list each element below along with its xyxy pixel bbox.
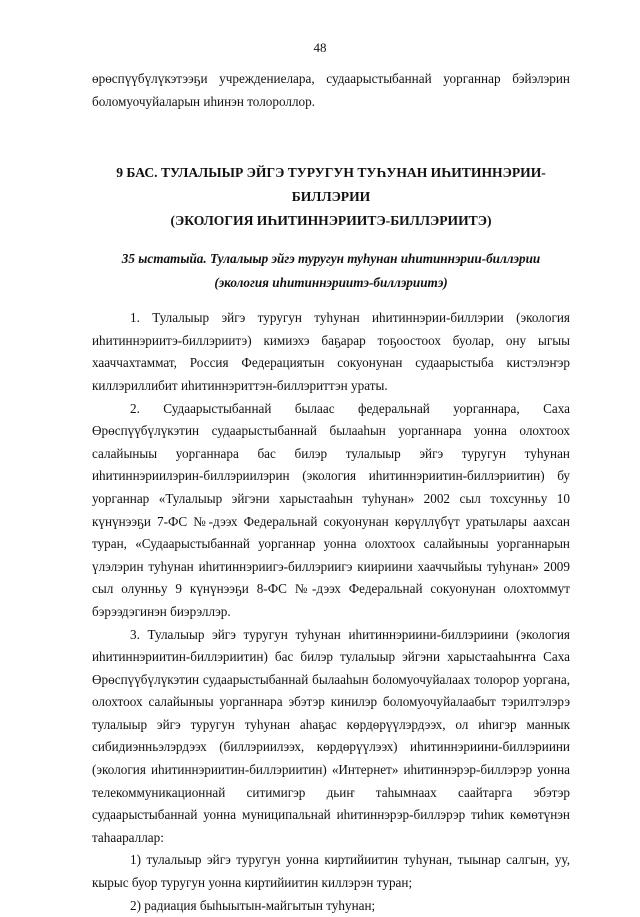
- chapter-title-line: 9 БАС. ТУЛАЛЫЫР ЭЙГЭ ТУРУГУН ТУҺУНАН ИҺИТИННЭРИИ-БИЛЛЭРИИ: [116, 165, 546, 205]
- page-body: [92, 68, 570, 917]
- list-item-1: 1) тулалыыр эйгэ туругун уонна киртийиитин туһунан, тыынар салгын, уу, кырыс буор туругун уонна киртийиитин киллэрэн туран;: [92, 852, 570, 891]
- intro-paragraph: өрөспүүбүлүкэтээҕи учреждениелара, судаарыстыбаннай уорганнар бэйэлэрин боломуочуйаларын иһинэн толороллор.: [92, 71, 570, 109]
- article-title: [92, 247, 570, 295]
- page-number: 48: [313, 40, 327, 55]
- paragraph-3: 3. Тулалыыр эйгэ туругун туһунан иһитиннэриини-биллэриини (экология иһитиннэриитин-биллэриитин) бас билэр тулалыыр эйгэни харыстааһыҥҥа Саха Өрөспүүбүлүкэтин судаарыстыбаннай былааһын боломуочуйалаах толорор уоргана, олохтоох салайыныы уорганнара эбэтэр кинилэр боломуочуйалаабыт тэрилтэлэрэ тулалыыр эйгэ туругун туһунан аһаҕас көрдөрүүлэрдээх, ол иһигэр маннык сибидиэнньэлэрдээх (биллэриилээх, көрдөрүүлээх) иһитиннэриини-биллэриини (экология иһитиннэриитин-биллэриитин) «Интернет» иһитиннэрэр-биллэрэр уонна телекоммуникационнай ситимигэр дьиҥ таһымнаах саайтарга эбэтэр судаарыстыбаннай уонна муниципальнай иһитиннэрэр-биллэрэр тиһик көмөтүнэн таһаараллар:: [92, 626, 570, 845]
- list-item-2: 2) радиация быһыытын-майгытын туһунан;: [130, 897, 376, 913]
- paragraph-2: 2. Судаарыстыбаннай былаас федеральнай уорганнара, Саха Өрөспүүбүлүкэтин судаарыстыбаннай былааһын уорганнара уонна олохтоох салайыныы уорганнара бас билэр тулалыыр эйгэ туругун туһунан иһитиннэриилэрин-биллэриилэрин (экология иһитиннэриитин-биллэриитин) бу уорганнар «Тулалыыр эйгэни харыстааһын туһунан» 2002 сыл тохсунньу 10 күнүнээҕи 7-ФС №-дээх Федеральнай сокуонунан көрүллүбүт уратылары аахсан туран, «Судаарыстыбаннай уорганнар уонна олохтоох салайыныы уорганнарын үлэлэрин туһунан иһитиннэриигэ-биллэриигэ киириини хааччыйыы туһунан» 2009 сыл олунньу 9 күнүнээҕи 8-ФС №-дээх Федеральнай сокуонунан олохтоммут бэрээдэгинэн биэрэллэр.: [92, 400, 570, 619]
- chapter-subtitle-line: (ЭКОЛОГИЯ ИҺИТИННЭРИИТЭ-БИЛЛЭРИИТЭ): [170, 213, 492, 229]
- chapter-title: [88, 161, 574, 233]
- paragraph-1: 1. Тулалыыр эйгэ туругун туһунан иһитиннэрии-биллэрии (экология иһитиннэриитэ-биллэриитэ) кимиэхэ баҕарар тоҕоостоох буолар, ону ыгыы хааччахтаммат, Россия Федерациятын сокуонунан судаарыстыба кистэлэҥэр киллэриллибит иһитиннэриттэн-биллэриттэн ураты.: [92, 310, 570, 393]
- article-title-line: 35 ыстатыйа. Тулалыыр эйгэ туругун туһунан иһитиннэрии-биллэрии: [121, 251, 541, 267]
- article-subtitle-line: (экология иһитиннэриитэ-биллэриитэ): [214, 275, 448, 291]
